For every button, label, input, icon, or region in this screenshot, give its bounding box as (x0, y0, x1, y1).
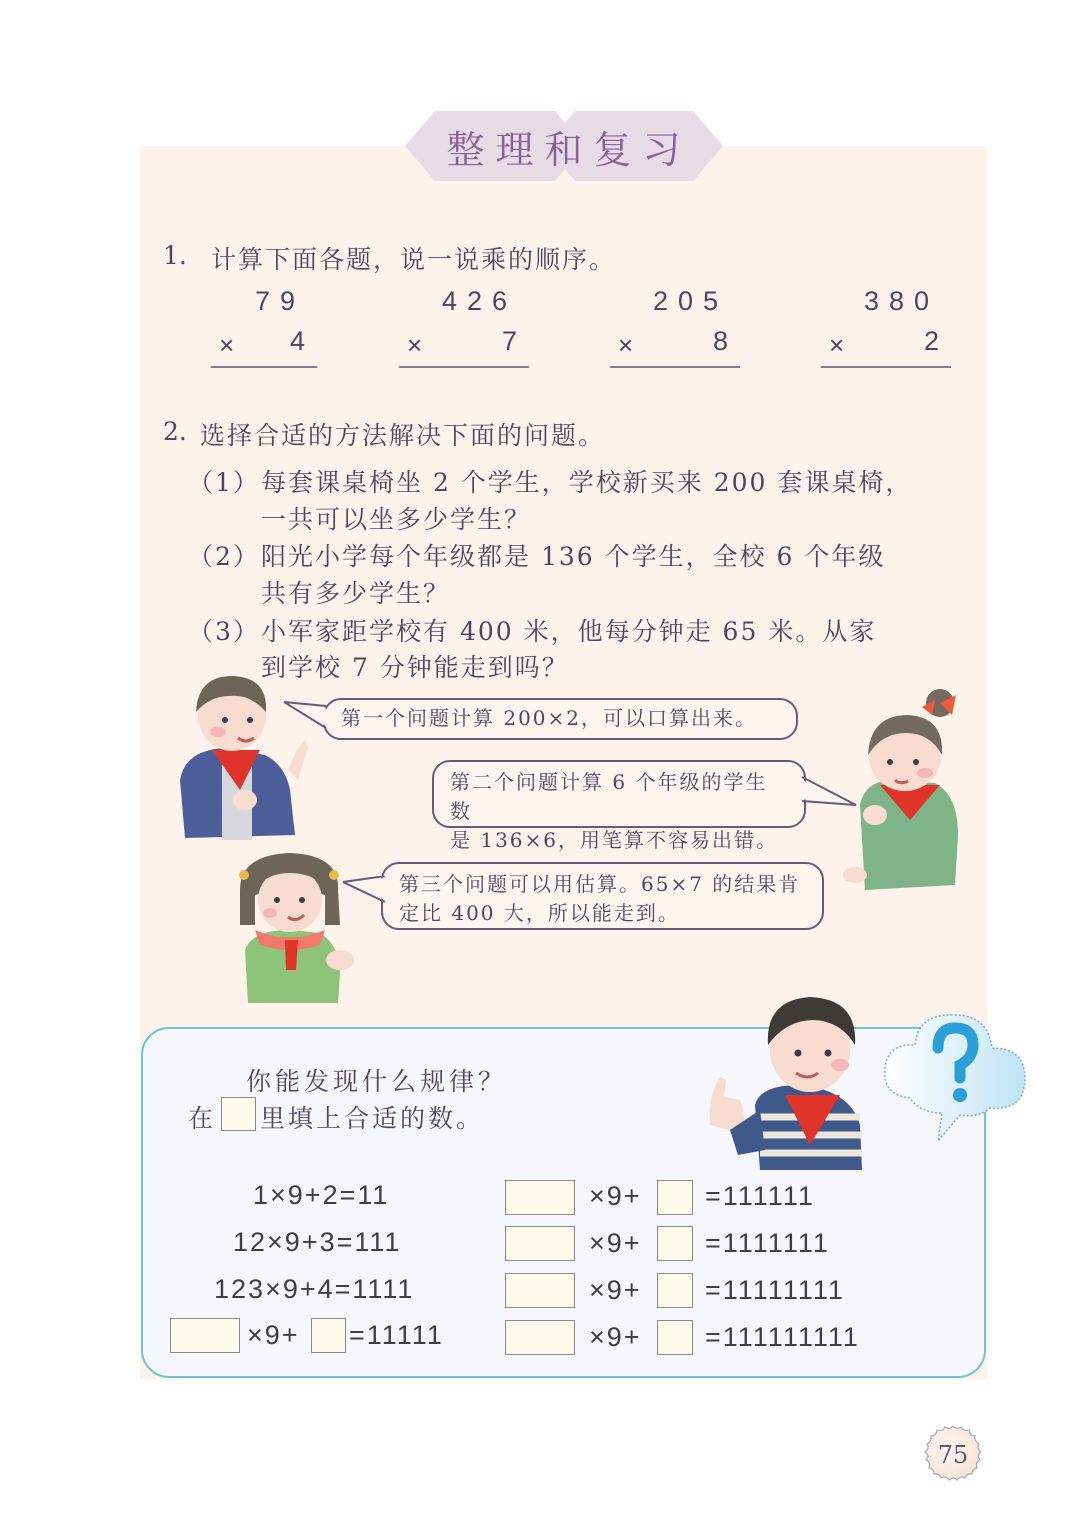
challenge-prompt: 你能发现什么规律？ (246, 1067, 508, 1096)
title-banner (405, 111, 723, 181)
bubble-1-text: 第一个问题计算 200×2，可以口算出来。 (341, 706, 758, 730)
page-number-badge (921, 1424, 985, 1486)
girl-pigtails-illustration (230, 845, 360, 1005)
left-row4-mid: ×9+ (247, 1320, 300, 1350)
girl-red-bow-illustration (840, 685, 965, 895)
bubble-3-line-1: 第三个问题可以用估算。65×7 的结果肯 (399, 872, 801, 896)
answer-box-right-row2-b[interactable] (657, 1226, 693, 1261)
multiplier: 8 (712, 326, 728, 356)
example-blank-box (221, 1097, 256, 1131)
right-row3-mid: ×9+ (589, 1275, 642, 1305)
q2-item-1-label: （1） (188, 468, 260, 497)
answer-box-right-row2-a[interactable] (505, 1226, 575, 1261)
q2-item-1-line1: 每套课桌椅坐 2 个学生，学校新买来 200 套课桌椅， (261, 468, 913, 497)
left-row4-result: =11111 (349, 1320, 444, 1350)
underline (399, 366, 529, 368)
q2-item-2-line2: 共有多少学生？ (261, 579, 451, 608)
answer-box-right-row4-a[interactable] (505, 1320, 575, 1355)
right-row4-mid: ×9+ (589, 1322, 642, 1352)
page-number: 75 (937, 1441, 969, 1469)
answer-box-right-row3-b[interactable] (657, 1273, 693, 1308)
underline (821, 366, 951, 368)
page-title: 整理和复习 (446, 127, 692, 172)
speech-bubble-2 (432, 760, 806, 852)
boy-striped-jacket-illustration (700, 985, 870, 1170)
answer-box-right-row3-a[interactable] (505, 1273, 575, 1308)
times-sign: × (618, 330, 634, 360)
q2-item-2-label: （2） (188, 542, 260, 571)
mult-problem-4 (821, 286, 951, 366)
multiplicand: 79 (254, 286, 305, 316)
q2-item-1-line2: 一共可以坐多少学生？ (261, 505, 532, 534)
challenge-instr-after: 里填上合适的数。 (260, 1104, 485, 1133)
q2-item-3-line1: 小军家距学校有 400 米，他每分钟走 65 米。从家 (261, 617, 877, 646)
q1-number: 1. (163, 241, 187, 270)
underline (610, 366, 740, 368)
multiplier: 2 (923, 326, 939, 356)
mult-problem-2 (399, 286, 529, 366)
multiplier: 7 (501, 326, 517, 356)
right-row4-result: =111111111 (705, 1322, 860, 1352)
challenge-instr-before: 在 (188, 1104, 217, 1133)
right-row1-result: =111111 (705, 1181, 815, 1211)
right-row3-result: =11111111 (705, 1275, 845, 1305)
bubble-2-line-2: 是 136×6，用笔算不容易出错。 (450, 828, 779, 852)
speech-bubble-3 (381, 862, 824, 930)
answer-box-right-row4-b[interactable] (657, 1320, 693, 1355)
answer-box-left-row4-b[interactable] (311, 1318, 346, 1353)
equation-row-1: 1×9+2=11 (253, 1180, 390, 1210)
q2-item-3-label: （3） (188, 617, 260, 646)
right-row1-mid: ×9+ (589, 1181, 642, 1211)
speech-bubble-1 (323, 698, 798, 740)
answer-box-right-row1-a[interactable] (505, 1180, 575, 1215)
mult-problem-3 (610, 286, 740, 366)
q2-text: 选择合适的方法解决下面的问题。 (200, 421, 606, 450)
underline (211, 366, 317, 368)
mult-problem-1 (211, 286, 317, 366)
answer-box-right-row1-b[interactable] (657, 1180, 693, 1215)
right-row2-result: =1111111 (705, 1228, 830, 1258)
equation-row-3: 123×9+4=1111 (214, 1274, 415, 1304)
boy-blue-jacket-illustration (170, 670, 315, 845)
times-sign: × (407, 330, 423, 360)
q1-text: 计算下面各题，说一说乘的顺序。 (211, 245, 617, 274)
bubble-2-tail (800, 775, 858, 809)
bubble-2-line-1: 第二个问题计算 6 个年级的学生数 (450, 770, 768, 823)
times-sign: × (219, 330, 235, 360)
bubble-3-tail (343, 876, 387, 906)
q2-item-2-line1: 阳光小学每个年级都是 136 个学生，全校 6 个年级 (261, 542, 886, 571)
multiplicand: 380 (863, 286, 939, 316)
bubble-3-line-2: 定比 400 大，所以能走到。 (399, 901, 680, 925)
multiplicand: 205 (652, 286, 728, 316)
question-mark-cloud-icon (880, 1003, 1028, 1143)
multiplicand: 426 (441, 286, 517, 316)
times-sign: × (829, 330, 845, 360)
right-row2-mid: ×9+ (589, 1228, 642, 1258)
q2-item-3-line2: 到学校 7 分钟能走到吗？ (261, 653, 569, 682)
q2-number: 2. (163, 417, 187, 446)
answer-box-left-row4-a[interactable] (170, 1318, 240, 1353)
bubble-1-tail (284, 700, 328, 730)
equation-row-2: 12×9+3=111 (233, 1227, 402, 1257)
multiplier: 4 (289, 326, 305, 356)
